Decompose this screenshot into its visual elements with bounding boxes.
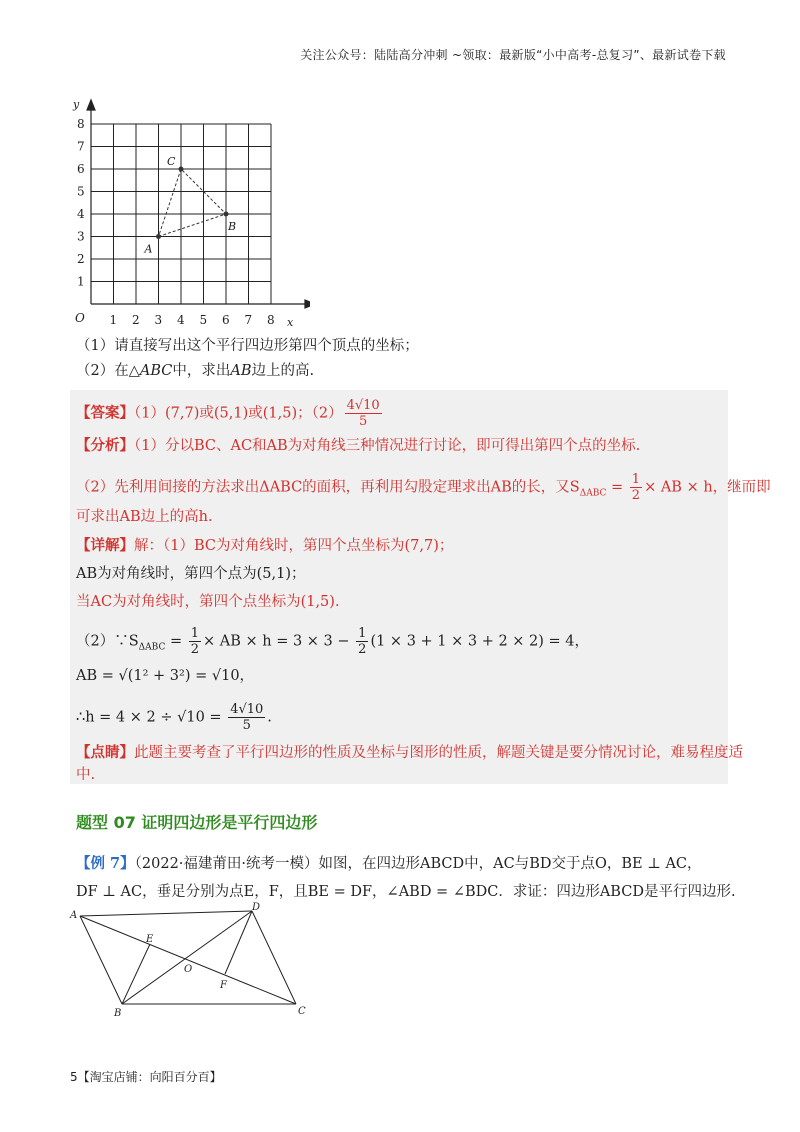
detail-6-frac — [228, 702, 265, 733]
page-footer: 5【淘宝店铺：向阳百分百】 — [70, 1070, 222, 1084]
comment-line-2: 中. — [76, 767, 96, 783]
detail-4-sub: ΔABC — [138, 642, 166, 653]
x-tick-label: 4 — [177, 313, 185, 327]
parallelogram-figure — [66, 900, 316, 1024]
q2-triangle: △ABC — [128, 363, 173, 379]
label-f: F — [220, 980, 227, 991]
detail-4-pre: （2）∵S — [76, 633, 139, 650]
detail-tag: 【详解】 — [76, 537, 134, 554]
x-axis-label: x — [287, 316, 294, 329]
example-text-1: （2022·福建莆田·统考一模）如图，在四边形ABCD中，AC与BD交于点O，BE ⊥ AC， — [134, 856, 702, 872]
answer-part1: （1）(7,7)或(5,1)或(1,5)；（2） — [134, 405, 343, 422]
detail-line-3: 当AC为对角线时，第四个点坐标为(1,5). — [76, 594, 340, 610]
point-label-b: B — [228, 220, 237, 233]
detail-text-1: 解：（1）BC为对角线时，第四个点坐标为(7,7)； — [134, 538, 454, 554]
q2-suffix: 边上的高. — [251, 363, 315, 379]
analysis-half-den: 2 — [631, 488, 641, 503]
question-1: （1）请直接写出这个平行四边形第四个顶点的坐标； — [76, 338, 419, 354]
detail-half-den-a: 2 — [190, 642, 199, 657]
label-a: A — [70, 910, 78, 921]
y-tick-label: 2 — [77, 252, 85, 266]
analysis-line-1 — [76, 436, 640, 456]
point-b — [224, 212, 229, 217]
comment-text-1: 此题主要考查了平行四边形的性质及坐标与图形的性质，解题关键是要分情况讨论，难易程度适 — [134, 745, 743, 761]
analysis-line-3: 可求出AB边上的高h. — [76, 509, 213, 525]
label-o: O — [184, 964, 193, 975]
example-line-2: DF ⊥ AC，垂足分别为点E，F，且BE = DF，∠ABD = ∠BDC．求证：四边形ABCD是平行四边形. — [76, 884, 736, 900]
analysis-half — [630, 472, 642, 503]
side-ad — [80, 911, 252, 916]
answer-frac-den: 5 — [358, 414, 368, 429]
detail-line-2: AB为对角线时，第四个点为(5,1)； — [76, 566, 306, 582]
y-tick-label: 3 — [77, 229, 85, 244]
x-tick-label: 5 — [199, 313, 208, 327]
detail-4-c: (1 × 3 + 1 × 3 + 2 × 2) = 4， — [370, 633, 590, 650]
detail-6-post: . — [267, 709, 272, 726]
analysis-sub: ΔABC — [579, 488, 607, 499]
answer-line — [76, 398, 384, 429]
diagonal-ac — [80, 916, 296, 1004]
label-d: D — [252, 902, 261, 913]
y-tick-label: 6 — [77, 162, 85, 176]
detail-line-4 — [76, 626, 589, 657]
section-title: 题型 07 证明四边形是平行四边形 — [76, 813, 318, 832]
question-2 — [76, 361, 314, 381]
answer-fraction — [345, 398, 382, 429]
label-c: C — [298, 1006, 306, 1017]
x-tick-label: 2 — [132, 313, 140, 327]
point-label-c: C — [167, 155, 176, 168]
y-tick-label: 5 — [77, 184, 85, 199]
analysis-half-num: 1 — [631, 472, 641, 487]
detail-4-eq: = — [165, 633, 187, 650]
example-line-1 — [76, 854, 702, 874]
y-tick-label: 4 — [77, 207, 85, 221]
detail-6-den: 5 — [242, 718, 251, 733]
q2-prefix: （2）在 — [76, 363, 129, 379]
x-tick-label: 1 — [109, 313, 118, 327]
x-axis-arrow — [305, 300, 310, 308]
detail-line-6 — [76, 702, 272, 733]
y-tick-label: 1 — [77, 274, 85, 289]
point-c — [179, 167, 184, 172]
analysis-text-1: （1）分以BC、AC和AB为对角线三种情况进行讨论，即可得出第四个点的坐标. — [134, 438, 641, 454]
analysis-text-2a: （2）先利用间接的方法求出ΔABC的面积，再利用勾股定理求出AB的长，又S — [76, 479, 580, 496]
page-header: 关注公众号：陆陆高分冲刺 ~领取：最新版“小中高考-总复习”、最新试卷下载 — [300, 48, 726, 62]
x-tick-label: 8 — [267, 313, 275, 327]
detail-half-num-a: 1 — [190, 626, 199, 641]
y-tick-label: 7 — [77, 139, 85, 154]
comment-line-1 — [76, 743, 743, 763]
side-ab — [80, 916, 122, 1004]
y-axis-arrow — [87, 100, 95, 110]
detail-line-1 — [76, 536, 453, 556]
label-b: B — [114, 1008, 122, 1019]
example-tag: 【例 7】 — [76, 855, 135, 872]
x-tick-label: 7 — [244, 313, 253, 327]
analysis-line-2 — [76, 472, 771, 503]
answer-frac-num: 4√10 — [346, 398, 380, 413]
answer-tag: 【答案】 — [76, 404, 134, 422]
comment-tag: 【点睛】 — [76, 744, 134, 761]
q2-middle: 中，求出 — [172, 363, 231, 379]
point-label-a: A — [144, 242, 153, 256]
segment-be — [122, 944, 150, 1004]
origin-label: O — [75, 311, 85, 325]
analysis-tag: 【分析】 — [76, 437, 134, 454]
y-axis-label: y — [73, 98, 80, 111]
y-tick-label: 8 — [77, 117, 85, 131]
triangle-abc — [159, 169, 227, 237]
side-cd — [252, 911, 296, 1004]
x-tick-label: 6 — [222, 313, 230, 327]
detail-half-den-b: 2 — [358, 642, 367, 657]
point-a — [156, 234, 161, 239]
analysis-text-2b: × AB × h，继而即 — [644, 479, 771, 496]
label-e: E — [146, 934, 154, 945]
q2-ab: AB — [230, 363, 252, 379]
x-tick-label: 3 — [154, 313, 163, 327]
detail-4-b: × AB × h = 3 × 3 − — [203, 633, 355, 650]
detail-4-half-b — [356, 626, 368, 657]
detail-line-5: AB = √(1² + 3²) = √10， — [76, 668, 255, 684]
analysis-eq: = — [606, 479, 628, 496]
detail-half-num-b: 1 — [358, 626, 367, 641]
detail-4-half-a — [189, 626, 201, 657]
detail-6-pre: ∴h = 4 × 2 ÷ √10 = — [76, 709, 227, 726]
detail-6-num: 4√10 — [230, 702, 264, 717]
coordinate-graph — [60, 96, 310, 336]
